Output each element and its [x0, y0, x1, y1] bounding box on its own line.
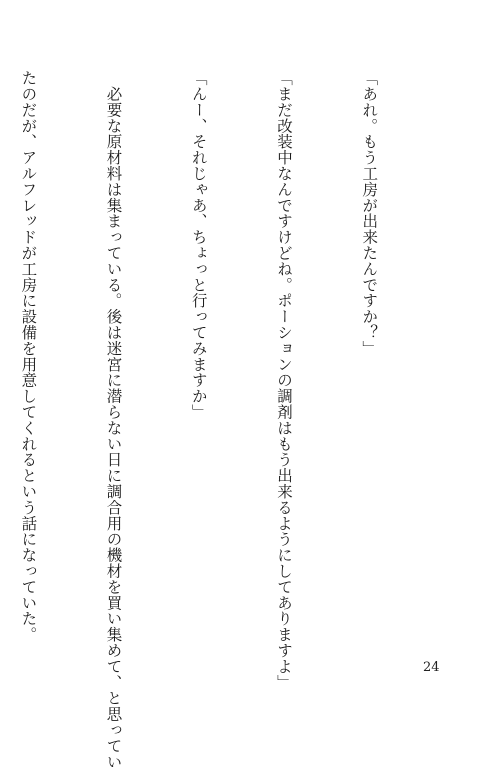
text-line: たのだが、アルフレッドが工房に設備を用意してくれるという話になっていた。 [19, 70, 38, 643]
page-number: 24 [423, 660, 440, 675]
text-line: 「あれ。もう工房が出来たんですか？」 [360, 70, 379, 357]
text-line: 必要な原材料は集まっている。後は迷宮に潜らない日に調合用の機材を買い集めて、と思ってい [104, 70, 123, 770]
text-line: 「まだ改装中なんですけどね。ポーションの調剤はもう出来るようにしてありますよ」 [274, 70, 293, 691]
text-line: 「んー、それじゃあ、ちょっと行ってみますか」 [189, 70, 208, 420]
